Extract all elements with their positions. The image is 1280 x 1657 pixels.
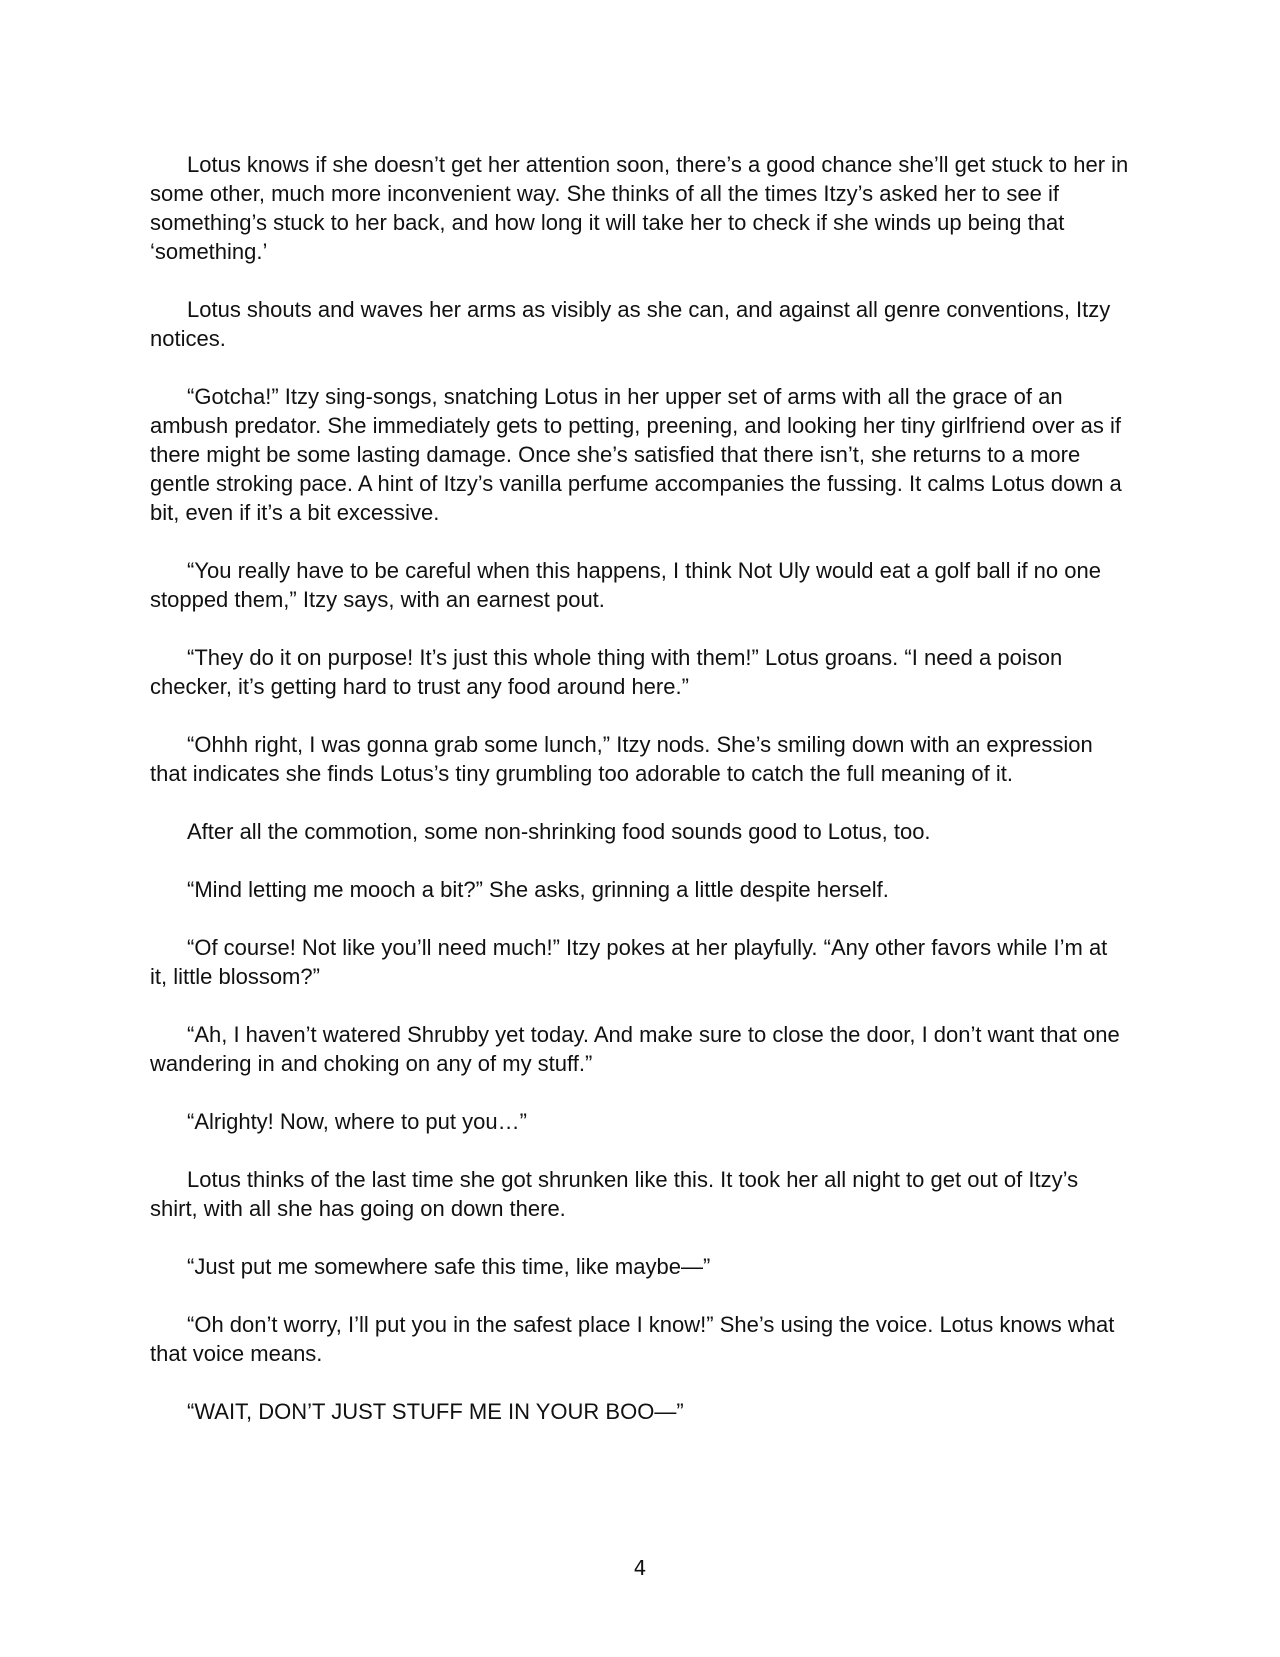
paragraph-12: Lotus thinks of the last time she got shrunken like this. It took her all night to get out of Itzy’s shirt, with all she has going on down there. [150,1167,1079,1221]
paragraph-15: “WAIT, DON’T JUST STUFF ME IN YOUR BOO—” [187,1399,684,1424]
paragraph-6: “Ohhh right, I was gonna grab some lunch,” Itzy nods. She’s smiling down with an expression that indicates she finds Lotus’s tiny grumbling too adorable to catch the full meaning of it. [150,732,1093,786]
paragraph-9: “Of course! Not like you’ll need much!” Itzy pokes at her playfully. “Any other favors while I’m at it, little blossom?” [150,935,1108,989]
paragraph-2: Lotus shouts and waves her arms as visibly as she can, and against all genre conventions, Itzy notices. [150,297,1111,351]
paragraph-5: “They do it on purpose! It’s just this whole thing with them!” Lotus groans. “I need a poison checker, it’s getting hard to trust any food around here.” [150,645,1063,699]
paragraph-1: Lotus knows if she doesn’t get her attention soon, there’s a good chance she’ll get stuck to her in some other, much more inconvenient way. She thinks of all the times Itzy’s asked her to see if something’s stuck to her back, and how long it will take her to check if she winds up being that ‘something.’ [150,152,1129,264]
paragraph-4: “You really have to be careful when this happens, I think Not Uly would eat a golf ball if no one stopped them,” Itzy says, with an earnest pout. [150,558,1101,612]
page-number: 4 [633,1556,647,1580]
paragraph-3: “Gotcha!” Itzy sing-songs, snatching Lotus in her upper set of arms with all the grace of an ambush predator. She immediately gets to petting, preening, and looking her tiny girlfriend over as if there might be some lasting damage. Once she’s satisfied that there isn’t, she returns to a more gentle stroking pace. A hint of Itzy’s vanilla perfume accompanies the fussing. It calms Lotus down a bit, even if it’s a bit excessive. [150,384,1122,525]
paragraph-14: “Oh don’t worry, I’ll put you in the safest place I know!” She’s using the voice. Lotus knows what that voice means. [150,1312,1115,1366]
paragraph-13: “Just put me somewhere safe this time, like maybe—” [187,1254,711,1279]
document-body [150,150,1130,1455]
paragraph-7: After all the commotion, some non-shrinking food sounds good to Lotus, too. [187,819,931,844]
paragraph-8: “Mind letting me mooch a bit?” She asks, grinning a little despite herself. [187,877,889,902]
paragraph-10: “Ah, I haven’t watered Shrubby yet today. And make sure to close the door, I don’t want that one wandering in and choking on any of my stuff.” [150,1022,1120,1076]
paragraph-11: “Alrighty! Now, where to put you…” [187,1109,527,1134]
